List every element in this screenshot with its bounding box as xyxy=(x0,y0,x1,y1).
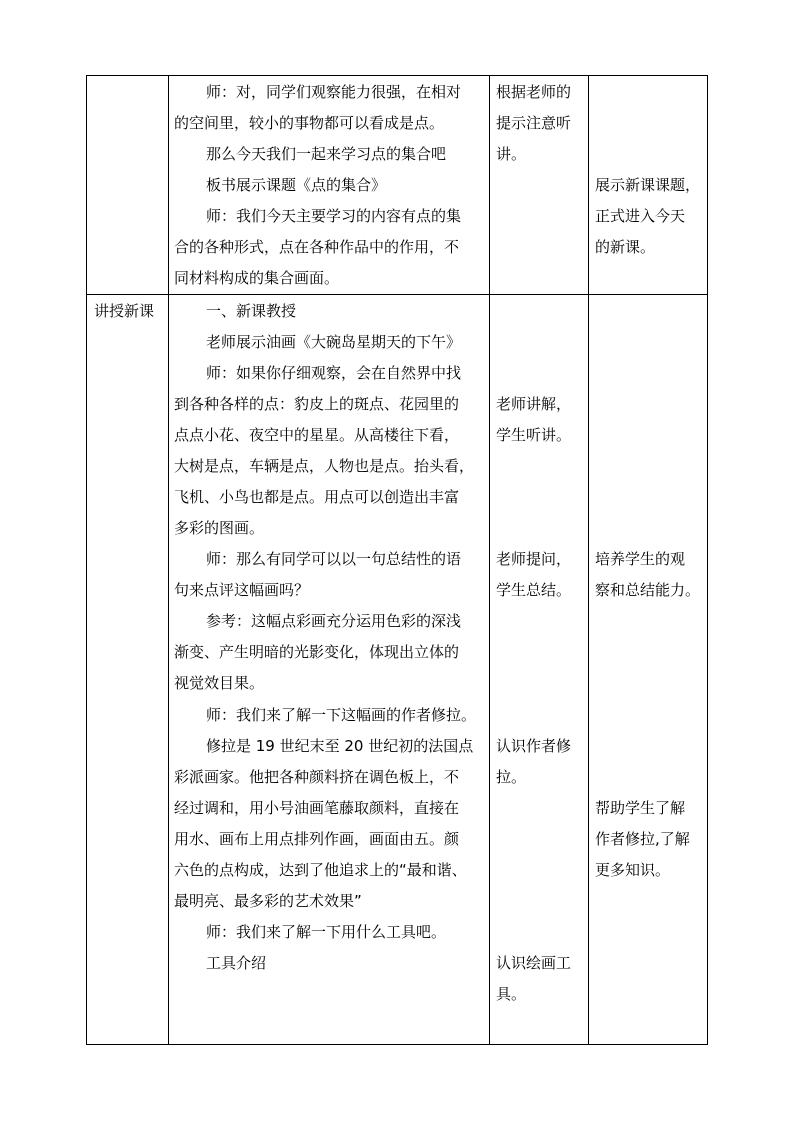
content-line: 师：对，同学们观察能力很强，在相对 xyxy=(206,83,462,101)
student-activity-line: 学生听讲。 xyxy=(496,426,572,444)
content-line: 用水、画布上用点排列作画，画面由五。颜 xyxy=(174,830,460,848)
content-line: 师：那么有同学可以以一句总结性的语 xyxy=(206,550,462,568)
student-activity-line: 提示注意听 xyxy=(496,114,572,132)
student-activity-line: 老师讲解， xyxy=(496,395,572,413)
content-line: 句来点评这幅画吗？ xyxy=(174,581,310,599)
content-line: 飞机、小鸟也都是点。用点可以创造出丰富 xyxy=(174,488,460,506)
content-line: 到各种各样的点：豹皮上的斑点、花园里的 xyxy=(174,395,460,413)
design-intent-line: 作者修拉,了解 xyxy=(595,830,690,848)
design-intent-line: 正式进入今天 xyxy=(595,207,686,225)
row2-stage-cell xyxy=(87,295,168,1044)
content-line: 渐变、产生明暗的光影变化，体现出立体的 xyxy=(174,643,460,661)
content-line: 经过调和，用小号油画笔藤取颜料，直接在 xyxy=(174,799,460,817)
student-activity-line: 学生总结。 xyxy=(496,581,572,599)
content-line: 大树是点，车辆是点，人物也是点。抬头看， xyxy=(174,457,475,475)
content-line: 师：我们来了解一下这幅画的作者修拉。 xyxy=(206,706,477,724)
design-intent-line: 更多知识。 xyxy=(595,861,671,879)
student-activity-line: 具。 xyxy=(496,985,527,1003)
design-intent-line: 帮助学生了解 xyxy=(595,799,686,817)
content-line: 师：我们来了解一下用什么工具吧。 xyxy=(206,923,447,941)
content-line: 修拉是 19 世纪末至 20 世纪初的法国点 xyxy=(206,737,474,755)
table-bottom-border xyxy=(86,1044,708,1045)
design-intent-line: 培养学生的观 xyxy=(595,550,686,568)
row2-student-cell xyxy=(490,295,588,1044)
table-right-border xyxy=(707,75,708,1045)
content-line: 工具介绍 xyxy=(206,954,267,972)
student-activity-line: 拉。 xyxy=(496,768,527,786)
student-activity-line: 认识绘画工 xyxy=(496,954,572,972)
row1-intent-cell xyxy=(589,76,707,294)
content-line: 多彩的图画。 xyxy=(174,519,265,537)
content-line: 师：我们今天主要学习的内容有点的集 xyxy=(206,207,462,225)
content-line: 师：如果你仔细观察，会在自然界中找 xyxy=(206,364,462,382)
content-line: 的空间里，较小的事物都可以看成是点。 xyxy=(174,114,445,132)
content-line: 参考：这幅点彩画充分运用色彩的深浅 xyxy=(206,612,462,630)
design-intent-line: 的新课。 xyxy=(595,238,656,256)
row1-content-cell xyxy=(169,76,489,294)
content-line: 视觉效目果。 xyxy=(174,674,265,692)
student-activity-line: 根据老师的 xyxy=(496,83,572,101)
student-activity-line: 认识作者修 xyxy=(496,737,572,755)
row2-stage-label: 讲授新课 xyxy=(94,302,155,320)
row2-intent-cell xyxy=(589,295,707,1044)
content-line: 板书展示课题《点的集合》 xyxy=(206,176,387,194)
student-activity-line: 讲。 xyxy=(496,145,527,163)
content-line: 那么今天我们一起来学习点的集合吧 xyxy=(206,145,447,163)
student-activity-line: 老师提问， xyxy=(496,550,572,568)
design-intent-line: 察和总结能力。 xyxy=(595,581,701,599)
row2-content-cell xyxy=(169,295,489,1044)
row1-stage-cell xyxy=(87,76,168,294)
content-line: 一、新课教授 xyxy=(206,302,297,320)
design-intent-line: 展示新课课题， xyxy=(595,176,701,194)
content-line: 彩派画家。他把各种颜料挤在调色板上，不 xyxy=(174,768,460,786)
content-line: 合的各种形式，点在各种作品中的作用，不 xyxy=(174,238,460,256)
content-line: 最明亮、最多彩的艺术效果” xyxy=(174,892,362,910)
content-line: 点点小花、夜空中的星星。从高楼往下看， xyxy=(174,426,460,444)
content-line: 同材料构成的集合画面。 xyxy=(174,269,340,287)
content-line: 老师展示油画《大碗岛星期天的下午》 xyxy=(206,333,462,351)
content-line: 六色的点构成，达到了他追求上的“最和谐、 xyxy=(174,861,467,879)
row1-student-cell xyxy=(490,76,588,294)
